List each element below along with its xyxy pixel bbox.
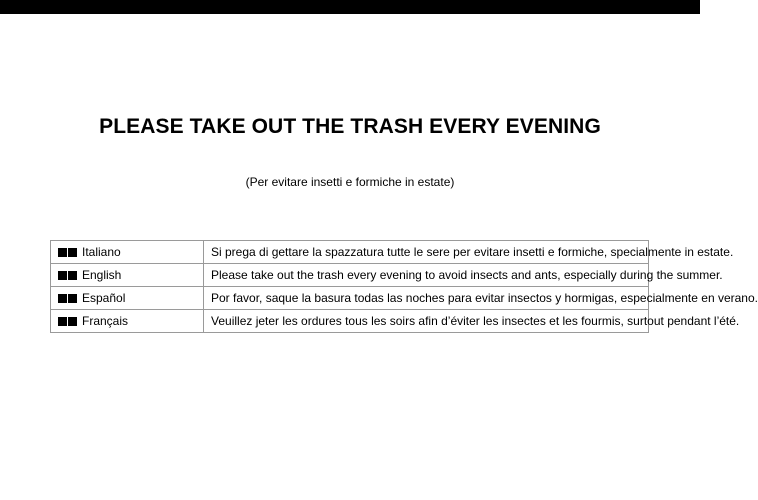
page-subtitle: (Per evitare insetti e formiche in estate)	[245, 175, 455, 189]
language-name: Español	[82, 290, 126, 305]
translation-cell: Si prega di gettare la spazzatura tutte le sere per evitare insetti e formiche, specialmente in estate.	[204, 241, 649, 264]
page-title: PLEASE TAKE OUT THE TRASH EVERY EVENING	[99, 115, 601, 138]
flag-placeholder-icon	[58, 315, 78, 329]
language-cell	[51, 287, 204, 310]
flag-placeholder-icon	[58, 292, 78, 306]
flag-placeholder-icon	[58, 246, 78, 260]
table-row-francais	[51, 310, 649, 333]
document-page	[0, 14, 758, 500]
translation-cell: Veuillez jeter les ordures tous les soirs afin d’éviter les insectes et les fourmis, surtout pendant l’été.	[204, 310, 649, 333]
language-cell	[51, 310, 204, 333]
translation-cell: Por favor, saque la basura todas las noches para evitar insectos y hormigas, especialmente en verano.	[204, 287, 649, 310]
language-name: English	[82, 267, 122, 282]
language-cell	[51, 264, 204, 287]
language-name: Italiano	[82, 244, 121, 259]
language-name: Français	[82, 313, 129, 328]
translation-cell: Please take out the trash every evening to avoid insects and ants, especially during the summer.	[204, 264, 649, 287]
table-row-espanol	[51, 287, 649, 310]
table-row-italiano	[51, 241, 649, 264]
table-row-english	[51, 264, 649, 287]
top-bar	[0, 0, 700, 14]
language-cell	[51, 241, 204, 264]
language-table	[50, 240, 758, 333]
flag-placeholder-icon	[58, 269, 78, 283]
